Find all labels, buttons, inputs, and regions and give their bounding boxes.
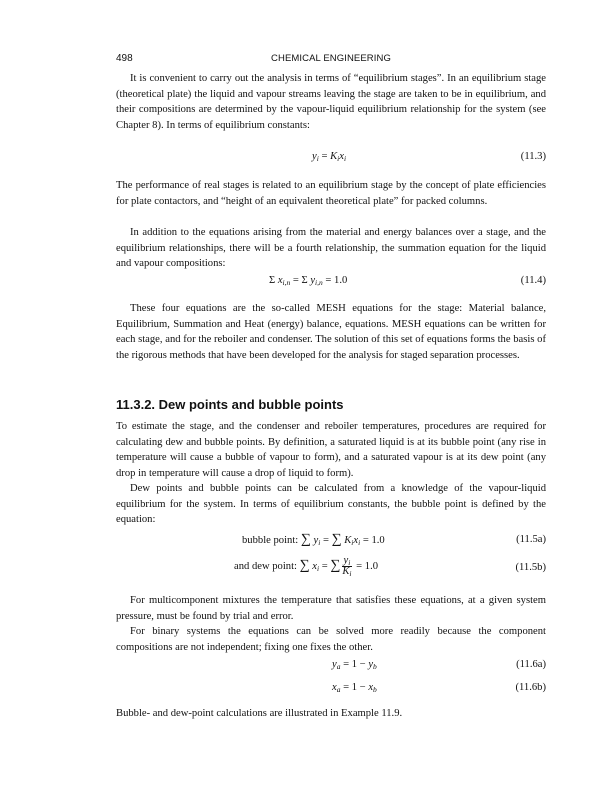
equation-11-5b [116,555,546,578]
section-heading: 11.3.2. Dew points and bubble points [116,397,344,412]
paragraph-plate-efficiencies: The performance of real stages is related to an equilibrium stage by the concept of plate efficiencies for plate contactors, and “height of an equivalent theoretical plate” for packed columns. [116,180,546,207]
equation-11-3-body: $y_i = K_ix_i$ [312,151,347,163]
equation-value: 1.0 [371,535,385,546]
paragraph-dew-bubble-definition: To estimate the stage, and the condenser and reboiler temperatures, procedures are required for calculating dew and bubble points. By definition, a saturated liquid is at its bubble point (any rise in temperature will cause a bubble of vapour to form), and a saturated vapour is at its dew point (any drop in temperature will cause a drop of liquid to form). [116,421,546,479]
paragraph-mesh-equations: These four equations are the so-called MESH equations for the stage: Material balance, Equilibrium, Summation and Heat (energy) balance, equations. MESH equations can be written for each stage, and for the reboiler and condenser. The solution of this set of equations forms the basis of the rigorous methods that have been developed for the analysis for staged separation processes. [116,303,546,361]
equation-value: 1 [351,682,358,693]
equation-value: 1.0 [334,275,348,286]
equation-11-4-body: Σ $x_{i,n} = \Sigma$ $y_{i,n} = 1.0$ [269,275,348,287]
paragraph-bubble-point-definition: Dew points and bubble points can be calculated from a knowledge of the vapour-liquid equilibrium for the system. In terms of equilibrium constants, the bubble point is defined by the equation: [116,483,546,525]
paragraph-binary-systems: For binary systems the equations can be solved more readily because the component compositions are not independent; fixing one fixes the other. [116,626,546,653]
equation-value: 1 [351,659,358,670]
equation-11-5a [116,532,546,548]
equation-number: (11.4) [520,275,546,286]
page-number: 498 [116,53,133,64]
equation-11-6a [116,657,546,673]
equation-value: 1.0 [364,560,379,572]
paragraph-multicomponent: For multicomponent mixtures the temperature that satisfies these equations, at a given system pressure, must be found by trial and error. [116,595,546,622]
equation-number: (11.6a) [516,659,546,670]
equation-11-4 [116,273,546,289]
paragraph-example-reference: Bubble- and dew-point calculations are illustrated in Example 11.9. [116,708,403,719]
book-title: CHEMICAL ENGINEERING [271,53,391,64]
paragraph-equilibrium-stages: It is convenient to carry out the analysis in terms of “equilibrium stages”. In an equilibrium stage (theoretical plate) the liquid and vapour streams leaving the stage are taken to be in equilibrium, and their compositions are determined by the vapour-liquid equilibrium relationship for the system (see Chapter 8). In terms of equilibrium constants: [116,73,546,131]
equation-11-6b [116,680,546,696]
equation-number: (11.6b) [515,682,546,693]
fraction-y-over-k: $\frac{y_i}{K_i}$ [342,555,352,578]
equation-number: (11.3) [520,151,546,162]
paragraph-summation: In addition to the equations arising from the material and energy balances over a stage, and the equilibrium relationships, there will be a fourth relationship, the summation equation for the liquid and vapour compositions: [116,227,546,269]
running-head [116,52,546,66]
equation-11-5a-body: bubble point: ∑ $y_i$ = ∑ $K_ix_i = 1.0$ [242,532,385,547]
equation-label: bubble point: [242,535,299,546]
equation-11-3 [116,149,546,165]
equation-number: (11.5b) [515,562,546,573]
equation-11-6a-body: $y_a = 1 - y_b$ [332,659,377,671]
equation-11-5b-body: and dew point: ∑ $x_i$ = ∑ $\frac{y_i}{K_i}$ = 1.0 [234,555,379,578]
equation-label: and dew point: [234,560,297,572]
equation-11-6b-body: $x_a = 1 - x_b$ [332,682,377,694]
equation-number: (11.5a) [516,534,546,545]
